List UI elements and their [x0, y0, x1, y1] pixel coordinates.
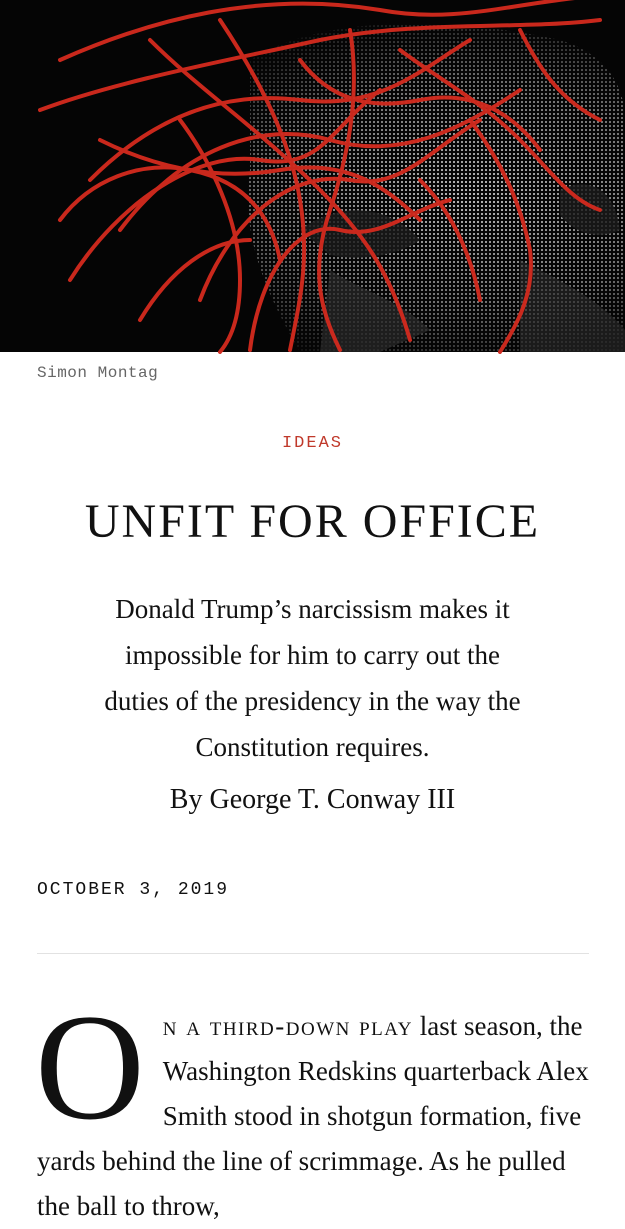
- divider: [37, 953, 589, 954]
- article-dek: Donald Trump’s narcissism makes it impossible for him to carry out the duties of the presidency in the way the Constitution requires.: [104, 594, 521, 762]
- section-label[interactable]: IDEAS: [281, 434, 343, 453]
- article-body: [35, 983, 589, 1229]
- lead-in: n a third-down play: [162, 1011, 413, 1041]
- photo-credit: Simon Montag: [37, 364, 159, 382]
- publish-date: OCTOBER 3, 2019: [37, 880, 230, 900]
- hero-image: [0, 0, 625, 352]
- article-headline: UNFIT FOR OFFICE: [84, 495, 541, 548]
- hero-illustration-icon: [0, 0, 625, 352]
- body-paragraph: last season, the Washington Redskins quarterback Alex Smith stood in shotgun formation, five yards behind the line of scrimmage. As he pulled the ball to throw,: [37, 1011, 589, 1221]
- drop-cap: O: [35, 983, 145, 1151]
- article-byline[interactable]: By George T. Conway III: [169, 784, 456, 815]
